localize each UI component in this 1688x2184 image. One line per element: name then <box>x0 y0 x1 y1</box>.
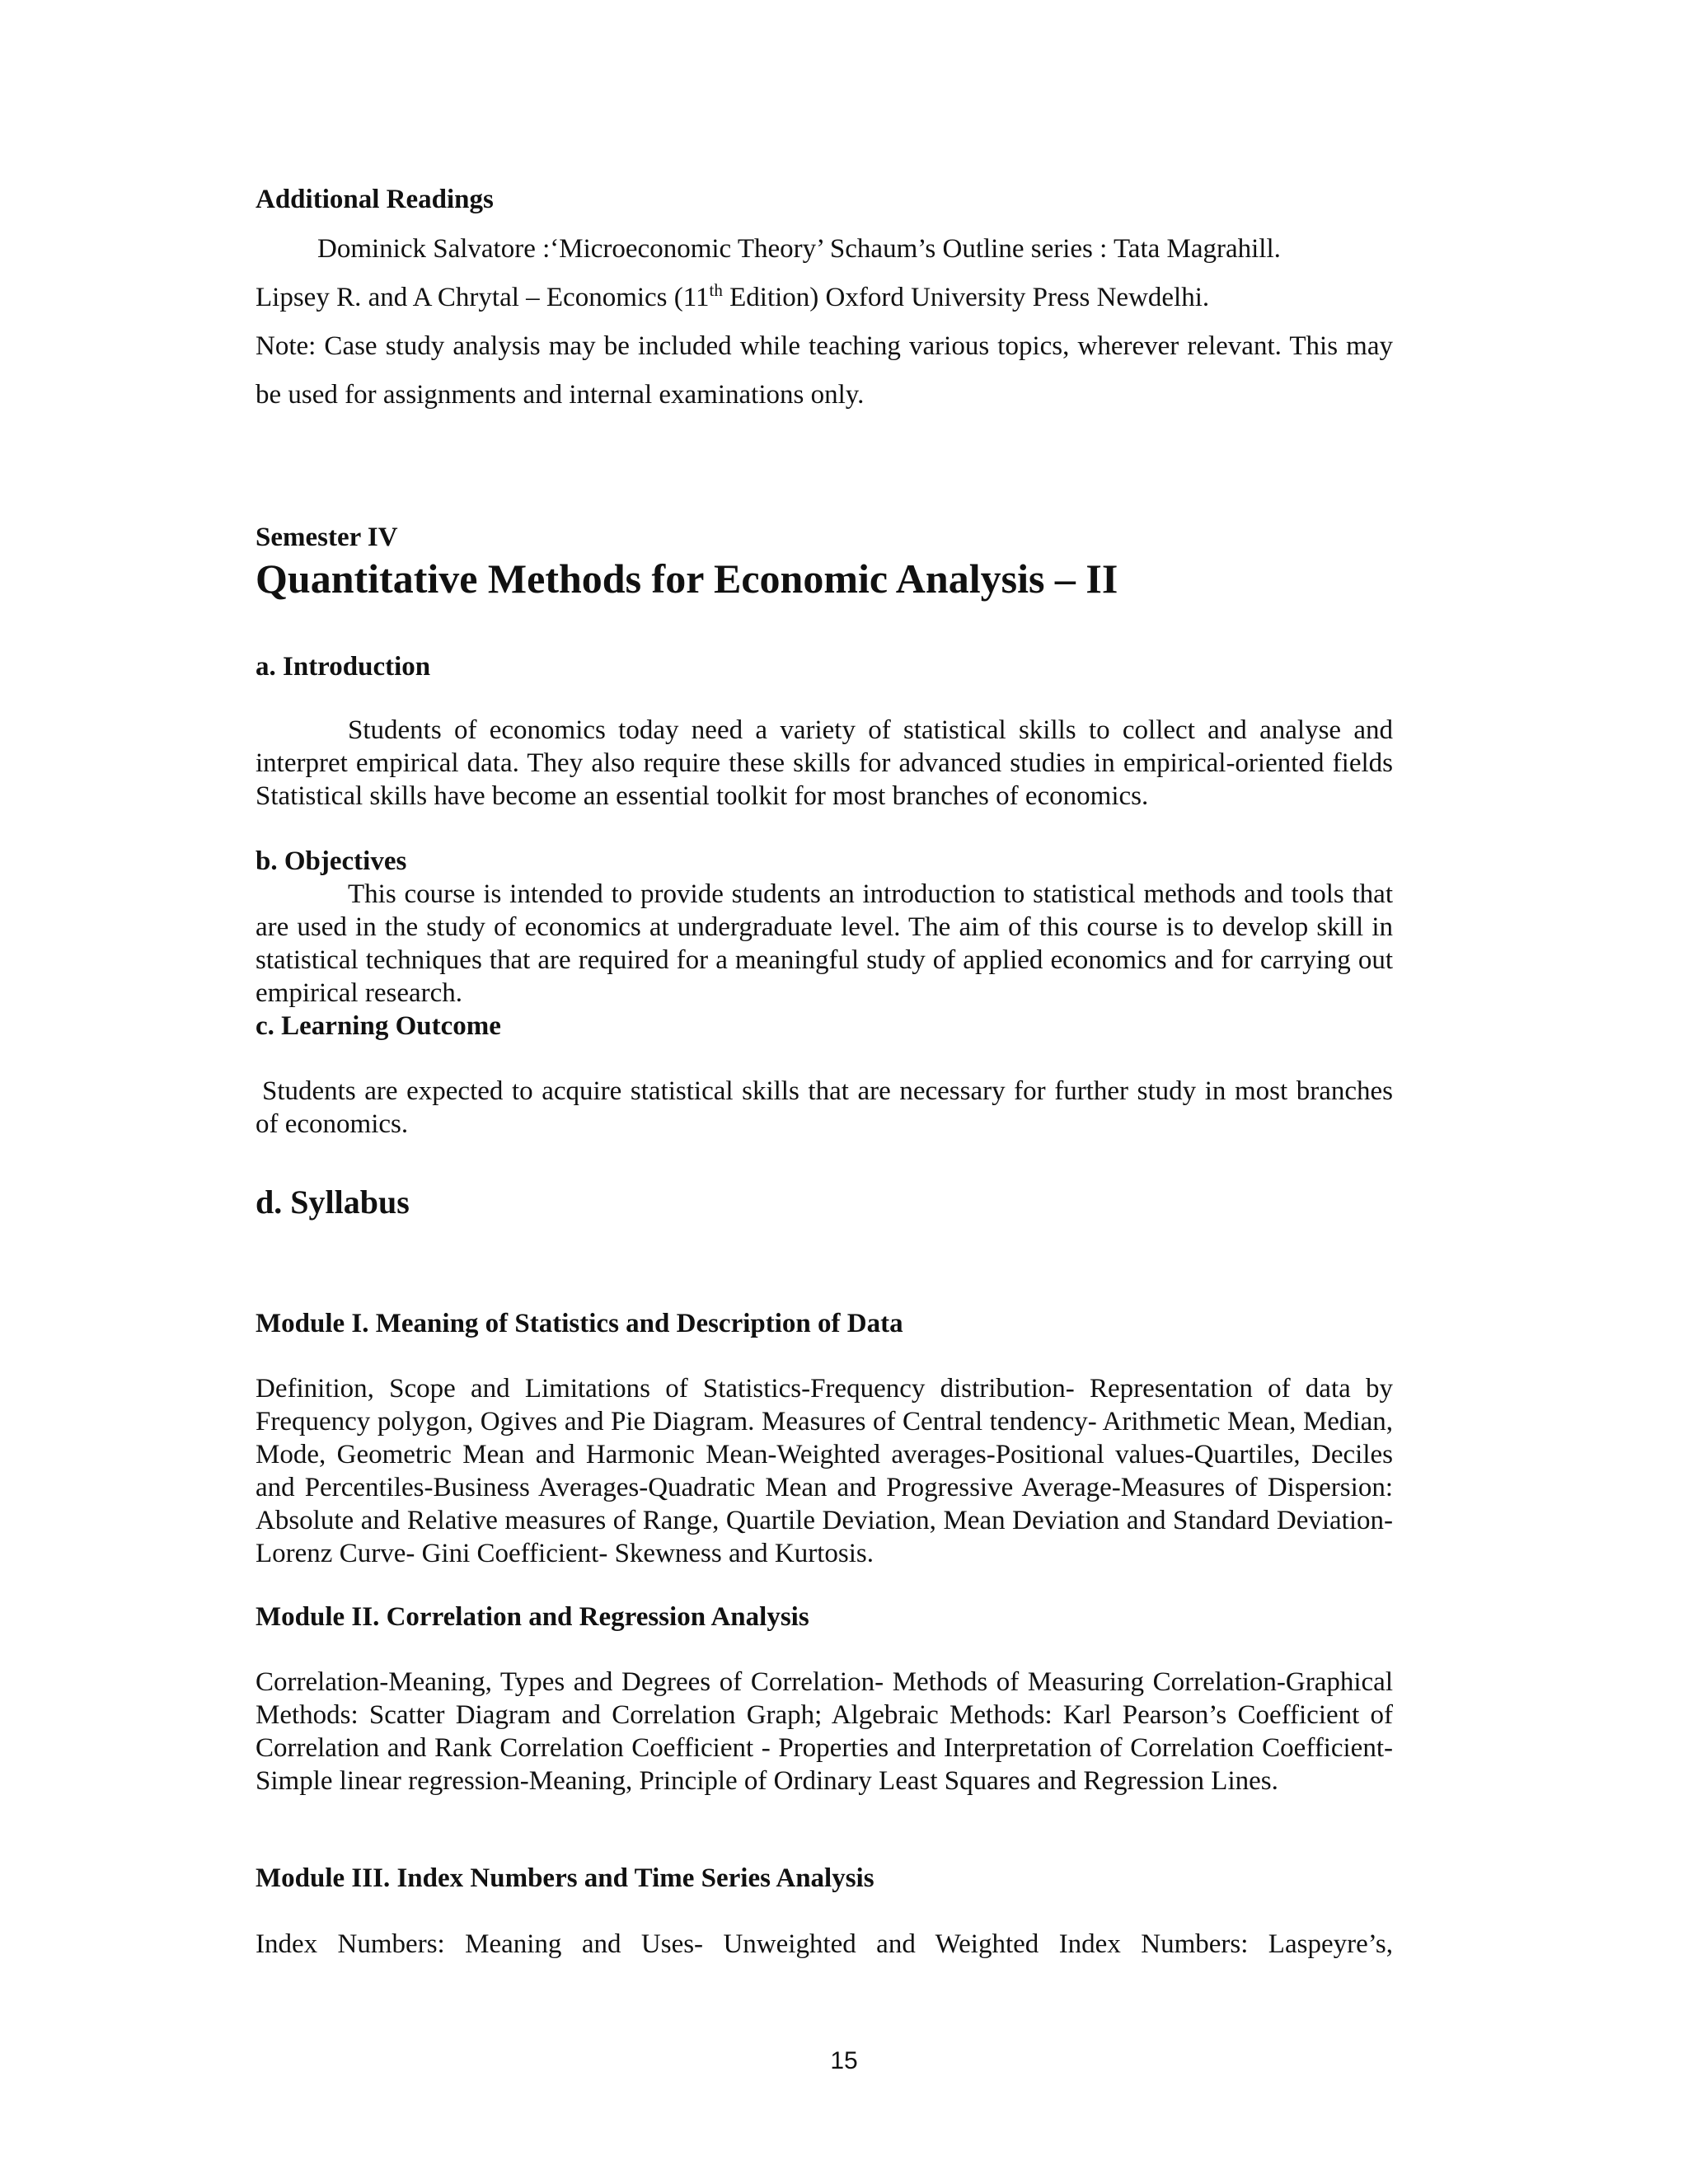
module-3-text: Index Numbers: Meaning and Uses- Unweighted and Weighted Index Numbers: Laspeyre’s, <box>256 1929 1393 1959</box>
introduction-heading: a. Introduction <box>256 652 431 682</box>
course-title: Quantitative Methods for Economic Analysis – II <box>256 555 1118 602</box>
reference-salvatore: Dominick Salvatore :‘Microeconomic Theory’ Schaum’s Outline series : Tata Magrahill. <box>317 234 1281 264</box>
module-1-text: Definition, Scope and Limitations of Statistics-Frequency distribution- Representation of data by Frequency polygon, Ogives and Pie Diagram. Measures of Central tendency- Arithmetic Mean, Median, Mode, Geometric Mean and Harmonic Mean-Weighted averages-Positional values-Quartiles, Deciles and Percentiles-Business Averages-Quadratic Mean and Progressive Average-Measures of Dispersion: Absolute and Relative measures of Range, Quartile Deviation, Mean Deviation and Standard Deviation- Lorenz Curve- Gini Coefficient- Skewness and Kurtosis. <box>256 1374 1393 1568</box>
reference-lipsey-part1: Lipsey R. and A Chrytal – Economics (11 <box>256 283 710 312</box>
learning-outcome-heading: c. Learning Outcome <box>256 1011 501 1041</box>
introduction-text: Students of economics today need a variety of statistical skills to collect and analyse and interpret empirical data. They also require these skills for advanced studies in empirical-oriented fields Statistical skills have become an essential toolkit for most branches of economics. <box>256 715 1393 811</box>
objectives-text: This course is intended to provide students an introduction to statistical methods and tools that are used in the study of economics at undergraduate level. The aim of this course is to develop skill in statistical techniques that are required for a meaningful study of applied economics and for carrying out empirical research. <box>256 879 1393 1008</box>
reference-lipsey-superscript: th <box>709 280 723 300</box>
syllabus-heading: d. Syllabus <box>256 1183 410 1221</box>
module-3-title: Module III. Index Numbers and Time Series Analysis <box>256 1863 874 1893</box>
reference-lipsey-part2: Edition) Oxford University Press Newdelhi. <box>722 283 1210 312</box>
module-2-text: Correlation-Meaning, Types and Degrees of Correlation- Methods of Measuring Correlation-Graphical Methods: Scatter Diagram and Correlation Graph; Algebraic Methods: Karl Pearson’s Coefficient of Correlation and Rank Correlation Coefficient - Properties and Interpretation of Correlation Coefficient-Simple linear regression-Meaning, Principle of Ordinary Least Squares and Regression Lines. <box>256 1667 1393 1796</box>
additional-readings-heading: Additional Readings <box>256 185 494 214</box>
module-2-title: Module II. Correlation and Regression Analysis <box>256 1602 809 1632</box>
objectives-heading: b. Objectives <box>256 846 407 876</box>
learning-outcome-text: Students are expected to acquire statistical skills that are necessary for further study in most branches of economics. <box>256 1076 1393 1139</box>
page-number: 15 <box>830 2047 858 2074</box>
semester-label: Semester IV <box>256 523 398 552</box>
module-1-title: Module I. Meaning of Statistics and Description of Data <box>256 1309 903 1338</box>
case-study-note: Note: Case study analysis may be included while teaching various topics, wherever relevant. This may be used for assignments and internal examinations only. <box>256 331 1393 410</box>
reference-lipsey <box>256 274 1393 322</box>
